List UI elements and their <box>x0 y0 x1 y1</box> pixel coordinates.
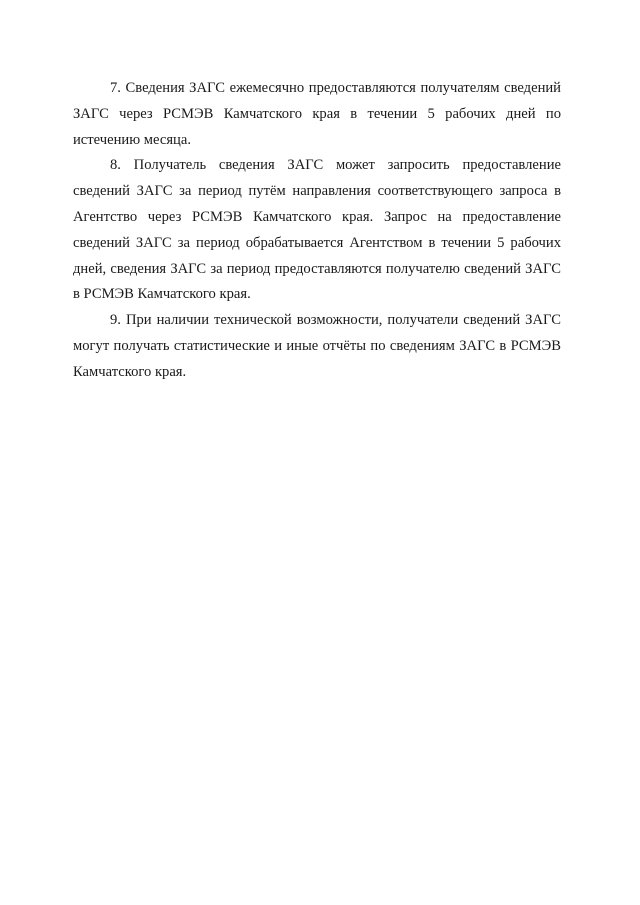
paragraph-7: 7. Сведения ЗАГС ежемесячно предоставляются получателям сведений ЗАГС через РСМЭВ Камчатского края в течении 5 рабочих дней по истечению месяца. <box>73 80 561 148</box>
paragraph-8: 8. Получатель сведения ЗАГС может запросить предоставление сведений ЗАГС за период путём направления соответствующего запроса в Агентство через РСМЭВ Камчатского края. Запрос на предоставление сведений ЗАГС за период обрабатывается Агентством в течении 5 рабочих дней, сведения ЗАГС за период предоставляются получателю сведений ЗАГС в РСМЭВ Камчатского края. <box>73 157 561 303</box>
document-body <box>73 76 561 386</box>
paragraph-9: 9. При наличии технической возможности, получатели сведений ЗАГС могут получать статистические и иные отчёты по сведениям ЗАГС в РСМЭВ Камчатского края. <box>73 312 561 380</box>
